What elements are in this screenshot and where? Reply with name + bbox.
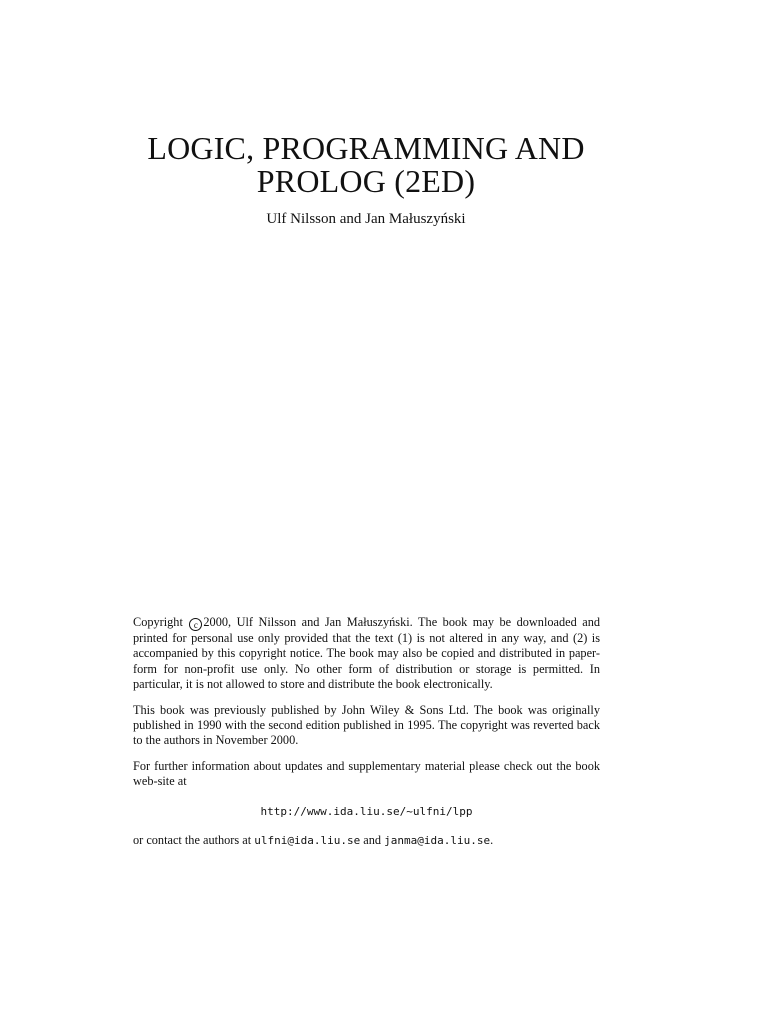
contact-prefix: or contact the authors at — [133, 833, 252, 848]
copyright-prefix: Copyright — [133, 615, 183, 629]
book-title-line-1: LOGIC, PROGRAMMING AND — [147, 130, 585, 166]
further-info-paragraph: For further information about updates and supplementary material please check out the book web-site at — [133, 758, 600, 789]
book-authors: Ulf Nilsson and Jan Małuszyński — [266, 211, 466, 227]
copyright-symbol-icon: c — [189, 618, 202, 631]
copyright-text: 2000, Ulf Nilsson and Jan Małuszyński. The book may be downloaded and printed for personal use only provided that the text (1) is not altered in any way, and (2) is accompanied by this copyright notice. The book may also be copied and distributed in paper-form for non-profit use only. No other form of distribution or storage is permitted. In particular, it is not allowed to store and distribute the book electronically. — [133, 615, 600, 692]
contact-conjunction: and — [363, 833, 382, 848]
copyright-notice-block — [133, 615, 600, 858]
book-title — [0, 132, 732, 198]
copyright-paragraph — [133, 615, 600, 693]
contact-suffix: . — [490, 833, 494, 848]
book-title-line-2: PROLOG (2ED) — [256, 163, 476, 199]
publication-note-paragraph: This book was previously published by John Wiley & Sons Ltd. The book was originally published in 1990 with the second edition published in 1995. The copyright was reverted back to the authors in November 2000. — [133, 702, 600, 748]
website-url[interactable]: http://www.ida.liu.se/~ulfni/lpp — [260, 804, 473, 818]
contact-email-ulfni[interactable]: ulfni@ida.liu.se — [254, 834, 361, 848]
contact-paragraph — [133, 833, 600, 848]
website-url-line — [133, 804, 600, 819]
contact-email-janma[interactable]: janma@ida.liu.se — [384, 834, 491, 848]
